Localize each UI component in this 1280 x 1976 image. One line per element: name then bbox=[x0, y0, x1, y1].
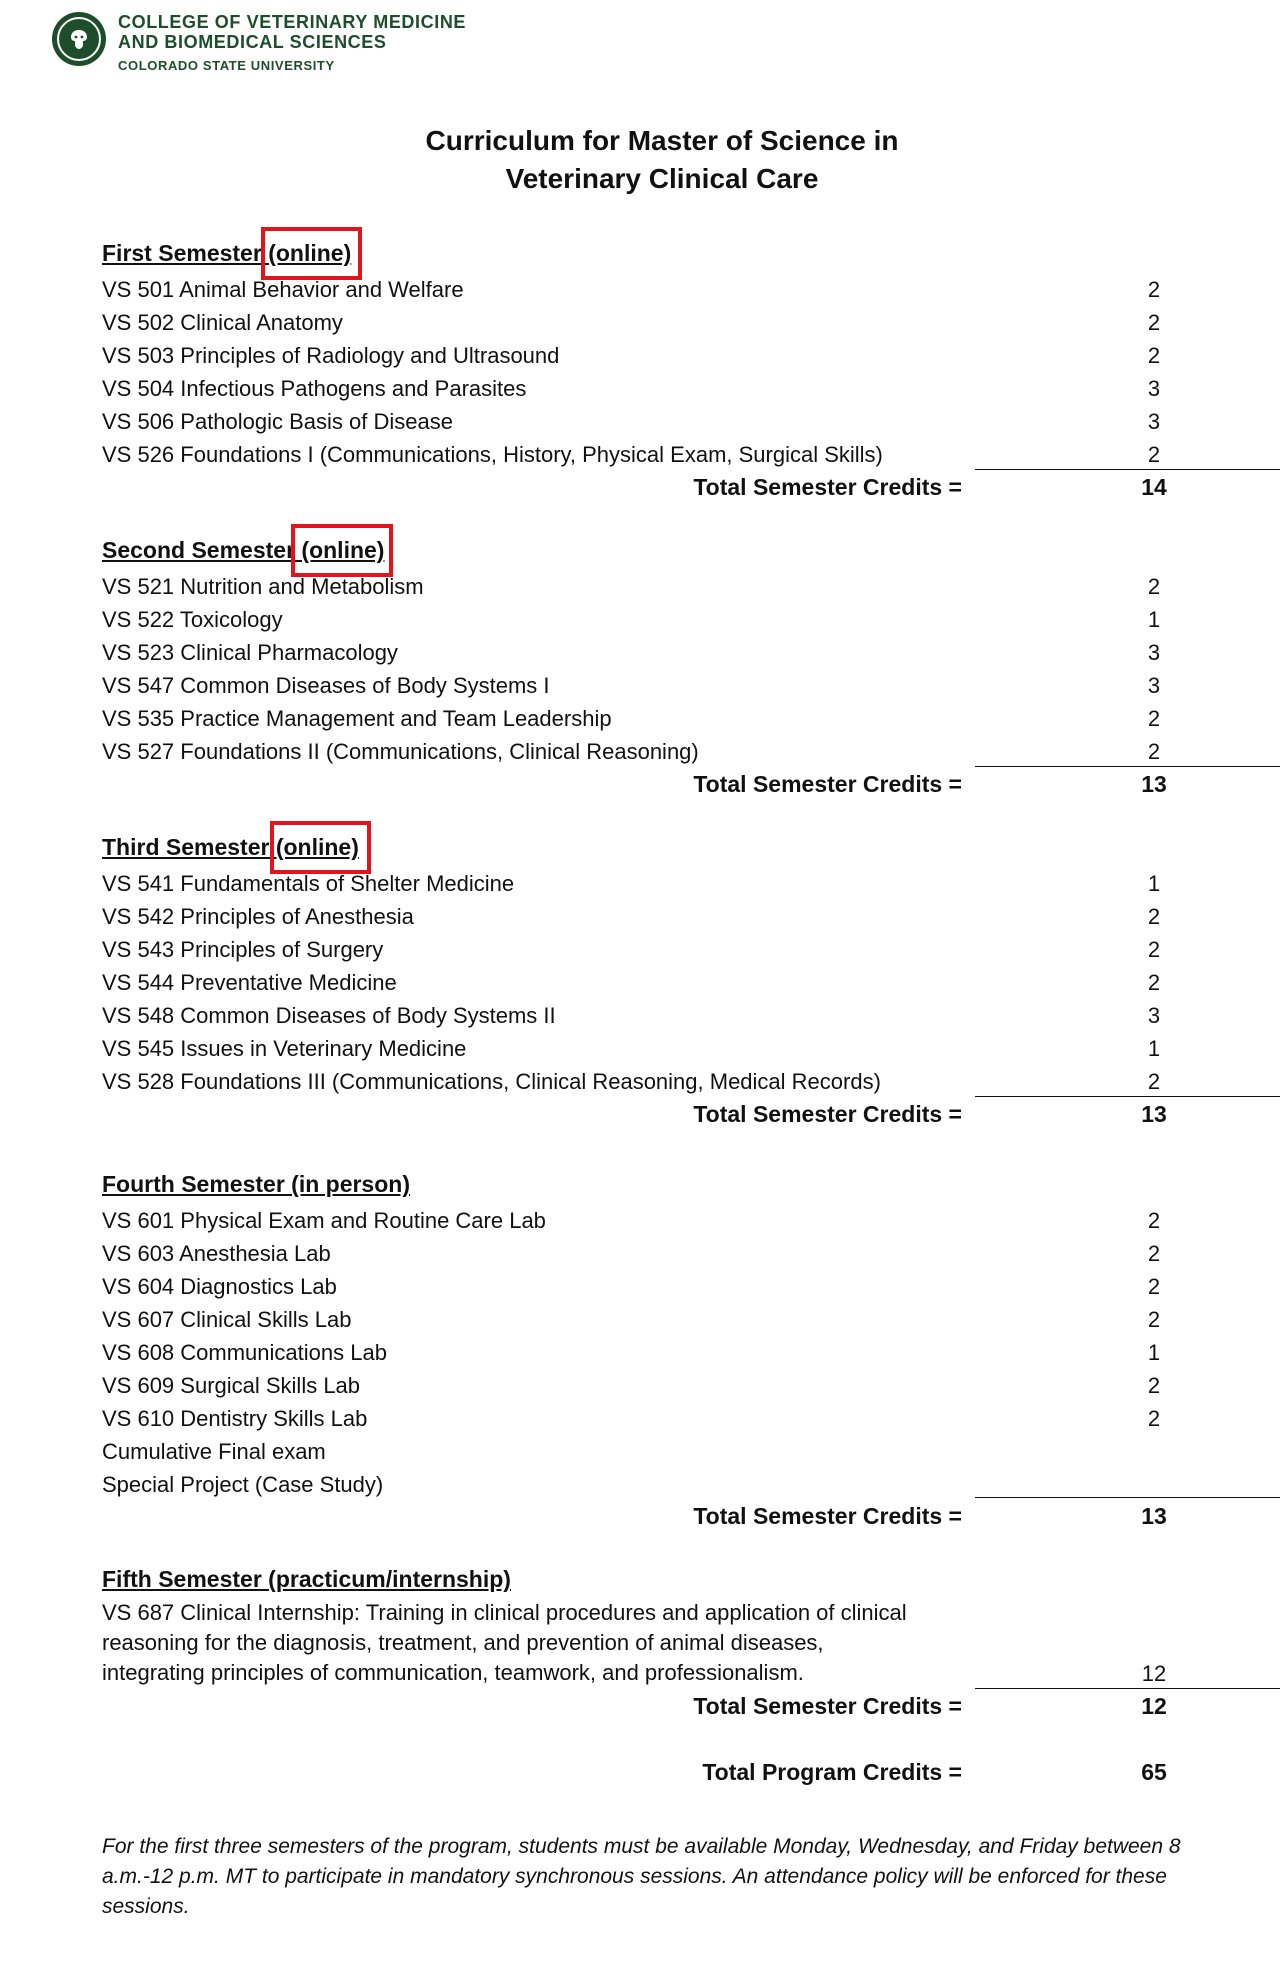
program-total-label: Total Program Credits = bbox=[702, 1759, 962, 1785]
course-name: VS 608 Communications Lab bbox=[102, 1340, 387, 1365]
page-title bbox=[0, 122, 1280, 198]
course-row bbox=[102, 735, 1226, 768]
semester-total bbox=[102, 1098, 1226, 1131]
course-credits: 2 bbox=[1147, 739, 1161, 764]
course-credits: 2 bbox=[1147, 1069, 1161, 1094]
course-name: Cumulative Final exam bbox=[102, 1439, 326, 1464]
course-row bbox=[102, 966, 1226, 999]
course-row bbox=[102, 1237, 1226, 1270]
course-row bbox=[102, 438, 1226, 471]
course-credits: 1 bbox=[1147, 871, 1161, 896]
course-name: VS 528 Foundations III (Communications, Clinical Reasoning, Medical Records) bbox=[102, 1069, 881, 1094]
logo-college-name: COLLEGE OF VETERINARY MEDICINE bbox=[118, 12, 467, 32]
course-name: VS 502 Clinical Anatomy bbox=[102, 310, 343, 335]
course-name: VS 506 Pathologic Basis of Disease bbox=[102, 409, 453, 434]
course-name: VS 607 Clinical Skills Lab bbox=[102, 1307, 352, 1332]
course-name: VS 523 Clinical Pharmacology bbox=[102, 640, 398, 665]
college-logo bbox=[52, 12, 466, 75]
course-name: VS 503 Principles of Radiology and Ultrasound bbox=[102, 343, 560, 368]
course-row bbox=[102, 900, 1226, 933]
total-rule bbox=[975, 1688, 1280, 1689]
course-credits: 2 bbox=[1147, 706, 1161, 731]
course-credits: 3 bbox=[1147, 673, 1161, 698]
course-credits: 2 bbox=[1147, 1373, 1161, 1398]
course-name: VS 501 Animal Behavior and Welfare bbox=[102, 277, 464, 302]
course-row bbox=[102, 372, 1226, 405]
course-row bbox=[102, 1204, 1226, 1237]
course-credits: 3 bbox=[1147, 1003, 1161, 1028]
course-name: VS 504 Infectious Pathogens and Parasites bbox=[102, 376, 527, 401]
course-credits: 3 bbox=[1147, 409, 1161, 434]
course-name: VS 610 Dentistry Skills Lab bbox=[102, 1406, 368, 1431]
course-name: VS 601 Physical Exam and Routine Care Lab bbox=[102, 1208, 546, 1233]
course-row bbox=[102, 999, 1226, 1032]
attendance-note: For the first three semesters of the program, students must be available Monday, Wednesday, and Friday between 8 a.m.-12 p.m. MT to participate in mandatory synchronous sessions. An attendance policy will be enforced for these sessions. bbox=[102, 1835, 1181, 1918]
ram-seal-icon bbox=[52, 12, 106, 66]
course-row bbox=[102, 1369, 1226, 1402]
course-row bbox=[102, 1303, 1226, 1336]
semester-total bbox=[102, 471, 1226, 504]
total-label: Total Semester Credits = bbox=[693, 474, 962, 500]
total-rule bbox=[975, 1096, 1280, 1097]
course-row bbox=[102, 702, 1226, 735]
total-rule bbox=[975, 469, 1280, 470]
total-value: 13 bbox=[1141, 1101, 1167, 1127]
total-label: Total Semester Credits = bbox=[693, 1101, 962, 1127]
semester-heading: Third Semester (online) bbox=[102, 834, 359, 860]
total-rule bbox=[975, 1497, 1280, 1498]
program-total bbox=[102, 1756, 1226, 1789]
total-label: Total Semester Credits = bbox=[693, 771, 962, 797]
course-credits: 2 bbox=[1147, 442, 1161, 467]
course-name: VS 609 Surgical Skills Lab bbox=[102, 1373, 361, 1398]
title-line-2: Veterinary Clinical Care bbox=[505, 163, 819, 194]
semester-heading: Fourth Semester (in person) bbox=[102, 1171, 410, 1197]
online-highlight-box bbox=[261, 227, 362, 280]
semester-heading: Fifth Semester (practicum/internship) bbox=[102, 1566, 511, 1592]
course-credits: 3 bbox=[1147, 640, 1161, 665]
course-credits: 2 bbox=[1147, 343, 1161, 368]
course-name: VS 544 Preventative Medicine bbox=[102, 970, 397, 995]
course-credits: 2 bbox=[1147, 970, 1161, 995]
course-name: VS 547 Common Diseases of Body Systems I bbox=[102, 673, 550, 698]
course-credits: 1 bbox=[1147, 607, 1161, 632]
semester-total bbox=[102, 1690, 1226, 1723]
course-credits: 2 bbox=[1147, 937, 1161, 962]
course-row bbox=[102, 1336, 1226, 1369]
total-label: Total Semester Credits = bbox=[693, 1503, 962, 1529]
course-name: VS 527 Foundations II (Communications, Clinical Reasoning) bbox=[102, 739, 699, 764]
course-row bbox=[102, 405, 1226, 438]
course-credits: 2 bbox=[1147, 310, 1161, 335]
course-name: VS 535 Practice Management and Team Leadership bbox=[102, 706, 612, 731]
online-highlight-box bbox=[270, 821, 371, 874]
course-row bbox=[102, 636, 1226, 669]
logo-university-name: COLORADO STATE UNIVERSITY bbox=[118, 58, 335, 73]
semester-total bbox=[102, 1500, 1226, 1533]
course-description-line: reasoning for the diagnosis, treatment, and prevention of animal diseases, bbox=[102, 1630, 824, 1655]
course-name: VS 603 Anesthesia Lab bbox=[102, 1241, 331, 1266]
course-credits: 2 bbox=[1147, 1406, 1161, 1431]
semester-heading: Second Semester (online) bbox=[102, 537, 385, 563]
course-credits: 1 bbox=[1147, 1340, 1161, 1365]
course-credits: 2 bbox=[1147, 1307, 1161, 1332]
course-row bbox=[102, 1657, 1226, 1690]
online-highlight-box bbox=[291, 524, 393, 577]
course-name: VS 543 Principles of Surgery bbox=[102, 937, 384, 962]
logo-college-name-2: AND BIOMEDICAL SCIENCES bbox=[118, 32, 387, 52]
course-row bbox=[102, 339, 1226, 372]
total-label: Total Semester Credits = bbox=[693, 1693, 962, 1719]
total-value: 13 bbox=[1141, 771, 1167, 797]
course-row bbox=[102, 570, 1226, 603]
title-line-1: Curriculum for Master of Science in bbox=[425, 125, 899, 156]
course-row bbox=[102, 1270, 1226, 1303]
course-description-line: VS 687 Clinical Internship: Training in clinical procedures and application of clinical bbox=[102, 1600, 907, 1625]
course-row bbox=[102, 933, 1226, 966]
total-value: 14 bbox=[1141, 474, 1167, 500]
course-credits: 2 bbox=[1147, 1241, 1161, 1266]
course-credits: 2 bbox=[1147, 574, 1161, 599]
course-name: VS 542 Principles of Anesthesia bbox=[102, 904, 414, 929]
course-row bbox=[102, 1435, 1226, 1468]
course-name: VS 604 Diagnostics Lab bbox=[102, 1274, 337, 1299]
course-row bbox=[102, 1402, 1226, 1435]
course-row bbox=[102, 603, 1226, 636]
course-name: VS 522 Toxicology bbox=[102, 607, 283, 632]
course-credits: 2 bbox=[1147, 904, 1161, 929]
course-description-line: integrating principles of communication, teamwork, and professionalism. bbox=[102, 1660, 804, 1685]
course-name: VS 521 Nutrition and Metabolism bbox=[102, 574, 424, 599]
semester-heading: First Semester (online) bbox=[102, 240, 352, 266]
course-credits: 1 bbox=[1147, 1036, 1161, 1061]
total-rule bbox=[975, 766, 1280, 767]
course-credits: 2 bbox=[1147, 1274, 1161, 1299]
total-value: 13 bbox=[1141, 1503, 1167, 1529]
course-name: VS 548 Common Diseases of Body Systems II bbox=[102, 1003, 556, 1028]
course-name: VS 526 Foundations I (Communications, History, Physical Exam, Surgical Skills) bbox=[102, 442, 883, 467]
course-name: Special Project (Case Study) bbox=[102, 1472, 384, 1497]
total-value: 12 bbox=[1141, 1693, 1167, 1719]
course-row bbox=[102, 1032, 1226, 1065]
course-credits: 2 bbox=[1147, 1208, 1161, 1233]
course-credits: 12 bbox=[1141, 1661, 1167, 1686]
course-name: VS 541 Fundamentals of Shelter Medicine bbox=[102, 871, 515, 896]
course-name: VS 545 Issues in Veterinary Medicine bbox=[102, 1036, 467, 1061]
semester-total bbox=[102, 768, 1226, 801]
course-row bbox=[102, 1065, 1226, 1098]
course-row bbox=[102, 306, 1226, 339]
program-total-value: 65 bbox=[1141, 1759, 1167, 1785]
course-credits: 3 bbox=[1147, 376, 1161, 401]
course-row bbox=[102, 669, 1226, 702]
course-credits: 2 bbox=[1147, 277, 1161, 302]
